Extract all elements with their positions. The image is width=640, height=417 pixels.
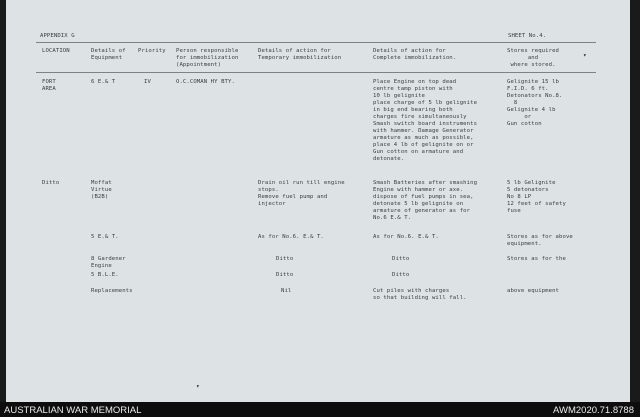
row6-equipment: Replacements <box>91 288 133 294</box>
row4-equipment: 8 Gardener Engine <box>91 256 126 269</box>
header-temporary: Details of action for Temporary immobilization <box>258 48 342 61</box>
header-person: Person responsible for immobilization (Appointment) <box>176 48 239 68</box>
header-location: LOCATION <box>42 48 70 54</box>
footer-credit: AUSTRALIAN WAR MEMORIAL <box>4 405 142 416</box>
footer-accession-number: AWM2020.71.8788 <box>553 405 634 416</box>
header-priority: Priority <box>138 48 166 54</box>
row2-location: Ditto <box>42 180 60 186</box>
row3-stores: Stores as for above equipment. <box>507 234 573 247</box>
row5-equipment: 5 B.L.E. <box>91 272 119 278</box>
row3-complete: As for No.6. E.& T. <box>373 234 439 240</box>
row6-complete: Cut piles with charges so that building will fall. <box>373 288 467 301</box>
row2-stores: 5 lb Gelignite 5 detonators No 8 LP 12 feet of safety fuse <box>507 180 566 214</box>
appendix-label: APPENDIX G <box>40 33 75 39</box>
header-stores: Stores required and where stored. <box>507 48 560 68</box>
header-rule <box>36 72 596 73</box>
row1-person: O.C.COMAN HY BTY. <box>176 79 235 85</box>
row4-complete: Ditto <box>392 256 410 262</box>
top-rule <box>36 42 596 43</box>
row4-stores: Stores as for the <box>507 256 566 262</box>
row1-complete: Place Engine on top dead centre tamp piston with 10 lb gelignite place charge of 5 lb gelignite in big end bearing both charges fire simultaneously Smash switch board instruments with hammer. Damage Generator armature as much as possible, place 4 lb of gelignite on or Gun cotton on armature and detonate. <box>373 79 478 162</box>
row2-complete: Smash Batteries after smashing Engine with hammer or axe. dispose of fuel pumps in sea, detonate 5 lb gelignite on armature of generator as for No.6 E.& T. <box>373 180 478 221</box>
row5-temporary: Ditto <box>276 272 294 278</box>
margin-mark-icon: ▾ <box>196 383 200 390</box>
row6-temporary: Nil <box>281 288 292 294</box>
sheet-number: SHEET No.4. <box>508 33 547 39</box>
header-equipment: Details of Equipment <box>91 48 126 61</box>
row6-stores: above equipment <box>507 288 560 294</box>
row2-equipment: Moffat Virtue (B2B) <box>91 180 112 200</box>
row2-temporary: Drain oil run till engine stops. Remove fuel pump and injector <box>258 180 345 207</box>
row1-equipment: 6 E.& T <box>91 79 116 85</box>
row1-location: FORT AREA <box>42 79 56 92</box>
row1-stores: Gelignite 15 lb F.I.D. 6 ft. Detonators No.8. 8 Gelignite 4 lb or Gun cotton <box>507 79 563 127</box>
document-sheet <box>6 0 630 402</box>
row3-equipment: 5 E.& T. <box>91 234 119 240</box>
row3-temporary: As for No.6. E.& T. <box>258 234 324 240</box>
margin-mark-icon: ▾ <box>583 52 587 59</box>
row5-complete: Ditto <box>392 272 410 278</box>
row1-priority: IV <box>144 79 151 85</box>
header-complete: Details of action for Complete immobilization. <box>373 48 457 61</box>
row4-temporary: Ditto <box>276 256 294 262</box>
